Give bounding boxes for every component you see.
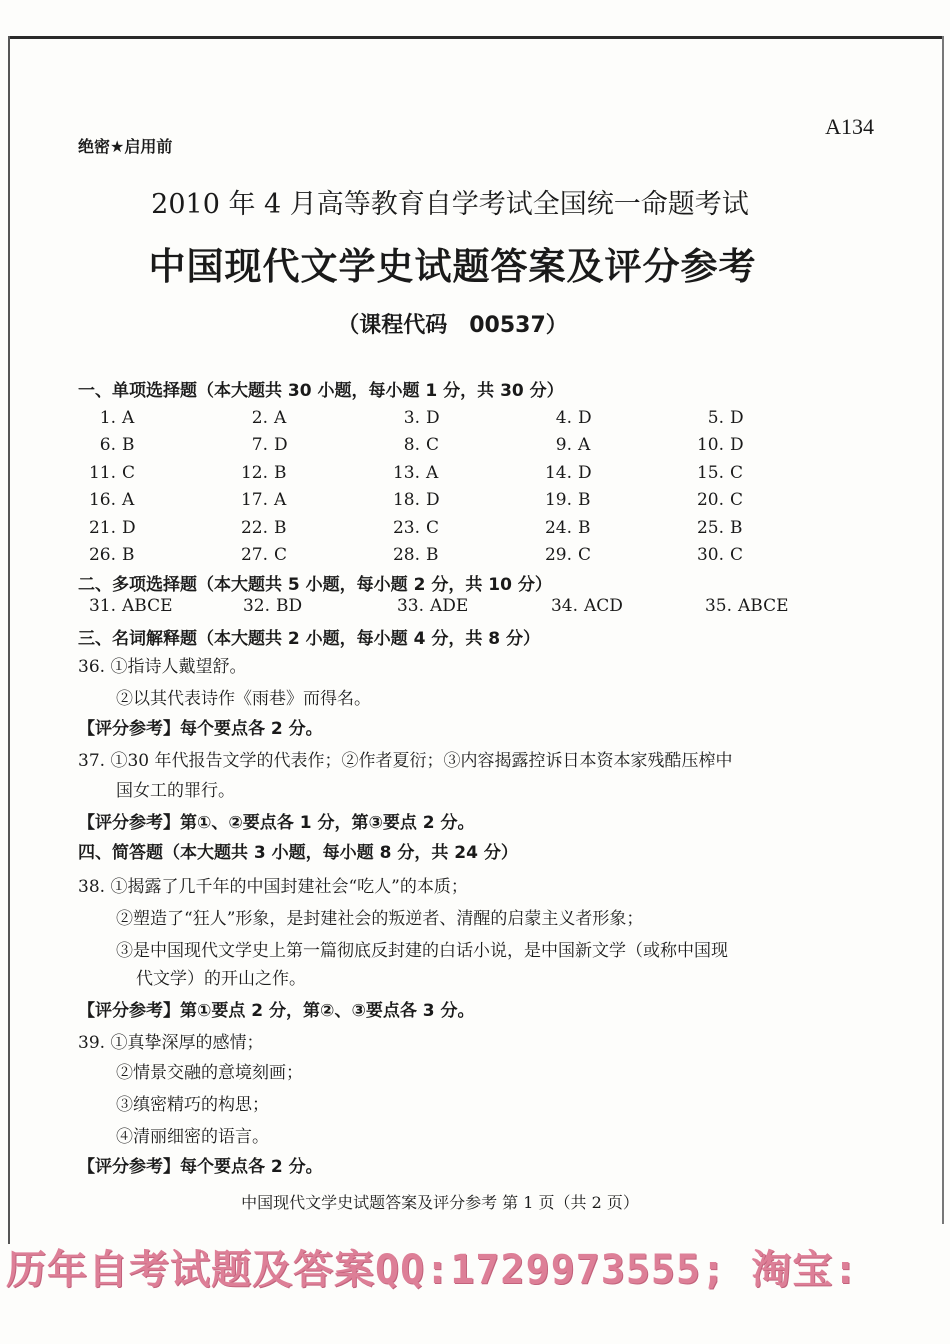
- answer-cell: 14. D: [544, 462, 592, 483]
- answer-cell: 19. B: [544, 490, 591, 511]
- answer-row: [78, 514, 838, 542]
- q39-line-3: ③缜密精巧的构思；: [116, 1095, 269, 1115]
- answer-cell: 29. C: [544, 545, 592, 566]
- answer-cell: 23. C: [392, 517, 440, 538]
- section-1-heading: 一、单项选择题（本大题共 30 小题，每小题 1 分，共 30 分）: [78, 381, 564, 401]
- answer-cell: 34. ACD: [550, 596, 623, 616]
- answer-cell: 4. D: [555, 407, 592, 428]
- q39-line-4: ④清丽细密的语言。: [116, 1127, 269, 1147]
- answer-cell: 35. ABCE: [704, 596, 789, 616]
- answer-cell: 11. C: [88, 462, 136, 483]
- exam-title: 2010 年 4 月高等教育自学考试全国统一命题考试: [151, 189, 749, 220]
- q36-line-1: 36. ①指诗人戴望舒。: [78, 657, 247, 677]
- section-2-heading: 二、多项选择题（本大题共 5 小题，每小题 2 分，共 10 分）: [78, 575, 552, 595]
- answer-cell: 1. A: [99, 407, 135, 428]
- answer-row: [78, 542, 838, 570]
- answer-cell: 10. D: [696, 435, 744, 456]
- page-footer: 中国现代文学史试题答案及评分参考 第 1 页（共 2 页）: [241, 1193, 639, 1212]
- answer-cell: 21. D: [88, 517, 136, 538]
- answer-cell: 28. B: [392, 545, 439, 566]
- course-code: （课程代码 00537）: [337, 313, 568, 338]
- answer-cell: 18. D: [392, 490, 440, 511]
- answer-cell: 8. C: [403, 435, 440, 456]
- answer-cell: 24. B: [544, 517, 591, 538]
- answer-cell: 17. A: [240, 490, 287, 511]
- q37-score-note: 【评分参考】第①、②要点各 1 分，第③要点 2 分。: [78, 813, 475, 833]
- answer-row: [78, 404, 838, 432]
- page-title: 中国现代文学史试题答案及评分参考: [148, 245, 757, 288]
- answer-cell: 33. ADE: [396, 596, 469, 616]
- answer-row: [78, 487, 838, 515]
- q39-score-note: 【评分参考】每个要点各 2 分。: [78, 1157, 323, 1177]
- q39-line-1: 39. ①真挚深厚的感情；: [78, 1033, 264, 1053]
- answer-row: [78, 432, 838, 460]
- q37-line-1: 37. ①30 年代报告文学的代表作；②作者夏衍；③内容揭露控诉日本资本家残酷压榨中: [78, 751, 733, 771]
- answer-cell: 20. C: [696, 490, 744, 511]
- section-4-heading: 四、简答题（本大题共 3 小题，每小题 8 分，共 24 分）: [78, 843, 518, 863]
- answer-cell: 12. B: [240, 462, 287, 483]
- section-3-heading: 三、名词解释题（本大题共 2 小题，每小题 4 分，共 8 分）: [78, 629, 540, 649]
- single-choice-answer-grid: [78, 404, 838, 569]
- answer-cell: 13. A: [392, 462, 439, 483]
- answer-cell: 16. A: [88, 490, 135, 511]
- answer-cell: 31. ABCE: [88, 596, 173, 616]
- q38-line-3: ③是中国现代文学史上第一篇彻底反封建的白话小说，是中国新文学（或称中国现: [116, 941, 728, 961]
- answer-cell: 3. D: [403, 407, 440, 428]
- answer-cell: 5. D: [707, 407, 744, 428]
- watermark-banner: 历年自考试题及答案QQ:1729973555; 淘宝:: [6, 1247, 859, 1293]
- answer-cell: 15. C: [696, 462, 744, 483]
- q37-line-2: 国女工的罪行。: [116, 781, 235, 801]
- answer-row: [78, 459, 838, 487]
- paper-code: A134: [825, 114, 874, 139]
- multi-choice-answer-row: [78, 596, 848, 616]
- q38-line-4: 代文学）的开山之作。: [136, 969, 306, 989]
- q38-line-2: ②塑造了“狂人”形象，是封建社会的叛逆者、清醒的启蒙主义者形象；: [116, 909, 644, 929]
- page-right-border: [942, 36, 944, 1224]
- answer-cell: 26. B: [88, 545, 135, 566]
- q38-line-1: 38. ①揭露了几千年的中国封建社会“吃人”的本质；: [78, 877, 468, 897]
- answer-cell: 2. A: [251, 407, 287, 428]
- page-top-border: [10, 36, 944, 39]
- q36-line-2: ②以其代表诗作《雨巷》而得名。: [116, 689, 371, 709]
- answer-cell: 32. BD: [242, 596, 303, 616]
- answer-cell: 27. C: [240, 545, 288, 566]
- classified-label: 绝密★启用前: [78, 137, 173, 156]
- answer-cell: 30. C: [696, 545, 744, 566]
- q38-score-note: 【评分参考】第①要点 2 分，第②、③要点各 3 分。: [78, 1001, 475, 1021]
- answer-cell: 9. A: [555, 435, 591, 456]
- answer-cell: 6. B: [99, 435, 135, 456]
- answer-cell: 22. B: [240, 517, 287, 538]
- q39-line-2: ②情景交融的意境刻画；: [116, 1063, 303, 1083]
- answer-cell: 7. D: [251, 435, 288, 456]
- q36-score-note: 【评分参考】每个要点各 2 分。: [78, 719, 323, 739]
- answer-cell: 25. B: [696, 517, 743, 538]
